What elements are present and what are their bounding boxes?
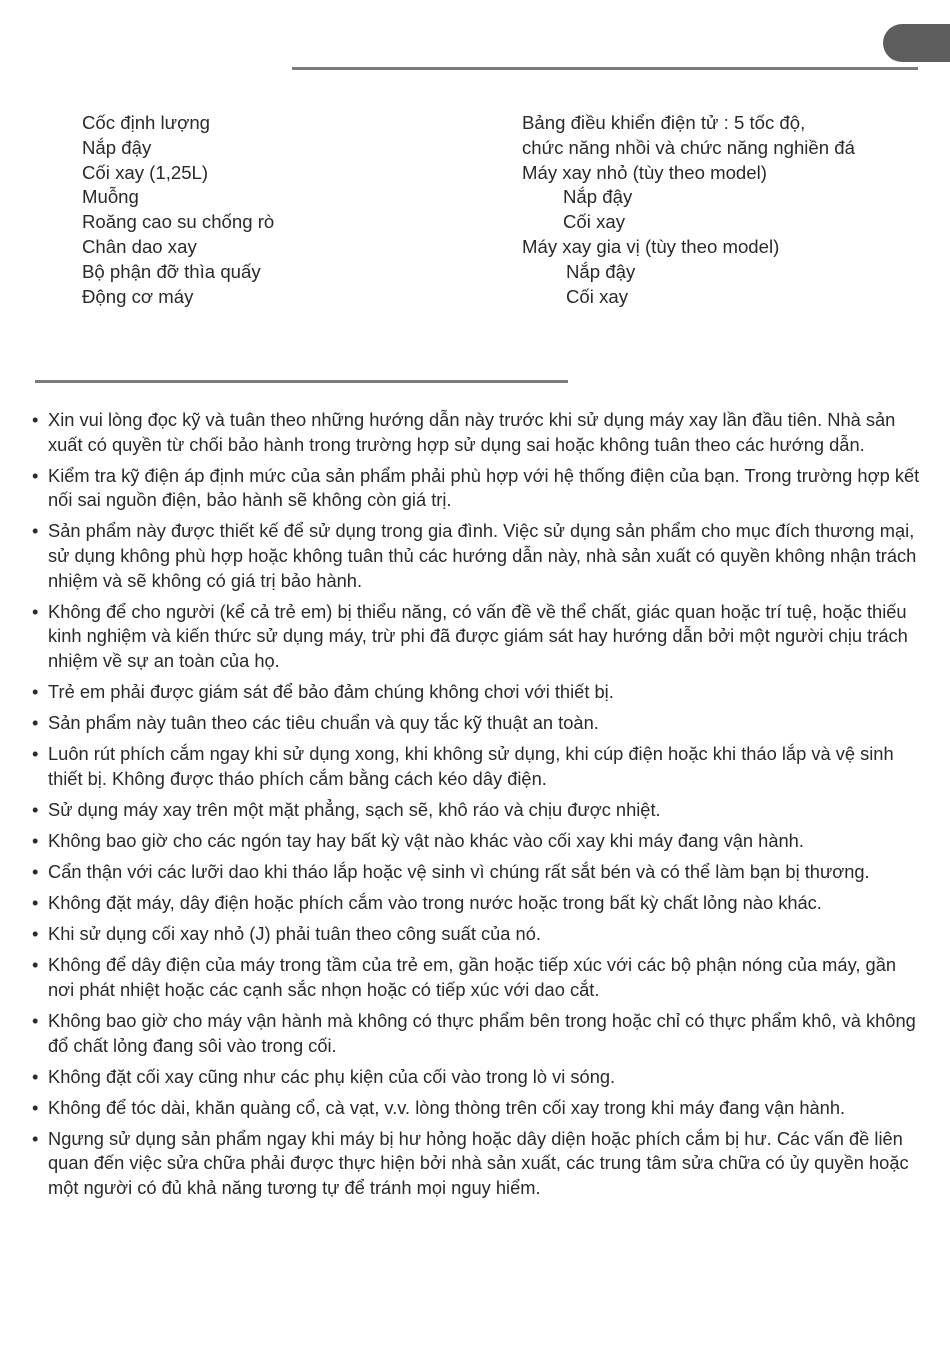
- safety-item: • Kiểm tra kỹ điện áp định mức của sản phẩm phải phù hợp với hệ thống điện của bạn. Trong trường hợp kết nối sai nguồn điện, bảo hành sẽ không còn giá trị.: [30, 464, 925, 513]
- safety-item: • Cẩn thận với các lưỡi dao khi tháo lắp hoặc vệ sinh vì chúng rất sắt bén và có thể làm bạn bị thương.: [30, 860, 925, 885]
- header-rule: [292, 67, 918, 70]
- safety-item: • Không đặt cối xay cũng như các phụ kiện của cối vào trong lò vi sóng.: [30, 1065, 925, 1090]
- part-item: Động cơ máy: [82, 285, 194, 307]
- safety-item: • Không bao giờ cho máy vận hành mà không có thực phẩm bên trong hoặc chỉ có thực phẩm khô, và không đổ chất lỏng đang sôi vào trong cối.: [30, 1009, 925, 1058]
- part-item: Chân dao xay: [82, 235, 197, 257]
- safety-item: • Khi sử dụng cối xay nhỏ (J) phải tuân theo công suất của nó.: [30, 922, 925, 947]
- parts-list-right: [522, 111, 855, 309]
- section-rule: [35, 380, 568, 383]
- safety-item: • Xin vui lòng đọc kỹ và tuân theo những hướng dẫn này trước khi sử dụng máy xay lần đầu tiên. Nhà sản xuất có quyền từ chối bảo hành trong trường hợp sử dụng sai hoặc không tuân theo các hướng dẫn.: [30, 408, 925, 457]
- part-item: Nắp đậy: [82, 136, 152, 158]
- safety-item: • Sản phẩm này tuân theo các tiêu chuẩn và quy tắc kỹ thuật an toàn.: [30, 711, 925, 736]
- safety-item: • Sản phẩm này được thiết kế để sử dụng trong gia đình. Việc sử dụng sản phẩm cho mục đích thương mại, sử dụng không phù hợp hoặc không tuân thủ các hướng dẫn này, nhà sản xuất có quyền không nhận trách nhiệm và sẽ không có giá trị bảo hành.: [30, 519, 925, 593]
- part-item: Roăng cao su chống rò: [82, 211, 275, 233]
- part-item: Bảng điều khiển điện tử : 5 tốc độ,: [522, 112, 806, 133]
- part-item: Máy xay nhỏ (tùy theo model): [522, 161, 767, 183]
- part-subitem: Cối xay: [563, 211, 626, 233]
- part-subitem: Cối xay: [566, 285, 629, 307]
- safety-item: • Trẻ em phải được giám sát để bảo đảm chúng không chơi với thiết bị.: [30, 680, 925, 705]
- safety-item: • Không bao giờ cho các ngón tay hay bất kỳ vật nào khác vào cối xay khi máy đang vận hành.: [30, 829, 925, 854]
- part-item: Cối xay (1,25L): [82, 161, 209, 183]
- safety-item: • Sử dụng máy xay trên một mặt phẳng, sạch sẽ, khô ráo và chịu được nhiệt.: [30, 798, 925, 823]
- part-subitem: Nắp đậy: [566, 260, 636, 282]
- part-item: Bộ phận đỡ thìa quấy: [82, 260, 261, 282]
- part-item: Máy xay gia vị (tùy theo model): [522, 235, 780, 257]
- parts-list-left: [82, 111, 274, 309]
- part-item: chức năng nhồi và chức năng nghiền đá: [522, 136, 855, 158]
- safety-item: • Không đặt máy, dây điện hoặc phích cắm vào trong nước hoặc trong bất kỳ chất lỏng nào khác.: [30, 891, 925, 916]
- part-subitem: Nắp đậy: [563, 186, 633, 208]
- safety-item: • Ngưng sử dụng sản phẩm ngay khi máy bị hư hỏng hoặc dây diện hoặc phích cắm bị hư. Các vấn đề liên quan đến việc sửa chữa phải được thực hiện bởi nhà sản xuất, các trung tâm sửa chữa có ủy quyền hoặc một người có đủ khả năng tương tự để tránh mọi nguy hiểm.: [30, 1127, 925, 1201]
- safety-item: • Luôn rút phích cắm ngay khi sử dụng xong, khi không sử dụng, khi cúp điện hoặc khi tháo lắp và vệ sinh thiết bị. Không được tháo phích cắm bằng cách kéo dây điện.: [30, 742, 925, 791]
- page-tab-marker: [883, 24, 950, 62]
- part-item: Muỗng: [82, 186, 139, 208]
- safety-item: • Không để dây điện của máy trong tầm của trẻ em, gần hoặc tiếp xúc với các bộ phận nóng của máy, gần nơi phát nhiệt hoặc các cạnh sắc nhọn hoặc có tiếp xúc với dao cắt.: [30, 953, 925, 1002]
- safety-item: • Không để cho người (kể cả trẻ em) bị thiểu năng, có vấn đề về thể chất, giác quan hoặc trí tuệ, hoặc thiếu kinh nghiệm và kiến thức sử dụng máy, trừ phi đã được giám sát hay hướng dẫn bởi một người chịu trách nhiệm về sự an toàn của họ.: [30, 600, 925, 674]
- safety-instructions-list: [30, 408, 925, 1207]
- part-item: Cốc định lượng: [82, 112, 211, 133]
- safety-item: • Không để tóc dài, khăn quàng cổ, cà vạt, v.v. lòng thòng trên cối xay trong khi máy đang vận hành.: [30, 1096, 925, 1121]
